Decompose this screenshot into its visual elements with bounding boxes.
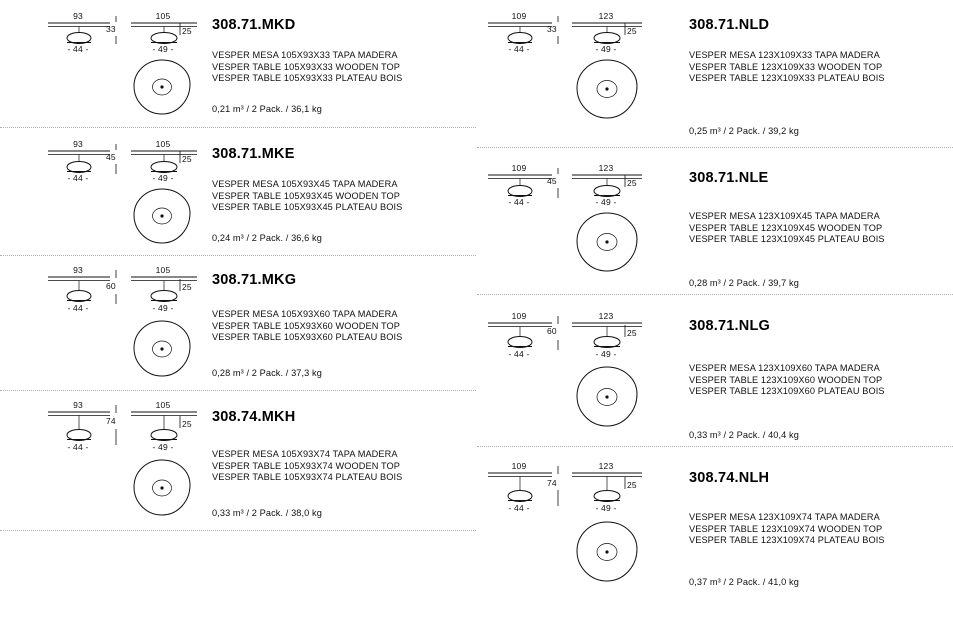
description-line: VESPER MESA 105X93X45 TAPA MADERA (212, 179, 398, 189)
description-line: VESPER TABLE 123X109X74 PLATEAU BOIS (689, 535, 885, 546)
dim-bottom-right: - 49 - (152, 303, 174, 313)
top-view-drawing (126, 57, 198, 119)
height-dim-line (113, 270, 119, 306)
dim-bottom-right: - 49 - (152, 44, 174, 54)
description-line: VESPER TABLE 105X93X60 PLATEAU BOIS (212, 332, 403, 343)
height-dim-line (113, 16, 119, 46)
product-code: 308.71.MKG (212, 272, 297, 288)
dim-thickness: 25 (627, 328, 637, 338)
description-line: VESPER MESA 123X109X33 TAPA MADERA (689, 50, 880, 60)
top-view-drawing (569, 519, 645, 587)
dim-bottom-left: - 44 - (508, 349, 530, 359)
top-view-drawing (126, 318, 198, 382)
product-entry (477, 148, 953, 295)
height-dim-line (555, 316, 561, 352)
product-code: 308.71.MKE (212, 146, 295, 162)
product-entry (477, 295, 953, 447)
description-line: VESPER MESA 123X109X74 TAPA MADERA (689, 512, 880, 522)
technical-drawings (477, 148, 677, 294)
description-line: VESPER TABLE 123X109X60 PLATEAU BOIS (689, 386, 885, 397)
packaging-info: 0,21 m³ / 2 Pack. / 36,1 kg (212, 104, 322, 114)
description-line: VESPER TABLE 105X93X74 WOODEN TOP (212, 460, 400, 471)
dim-thickness: 25 (182, 154, 192, 164)
dim-top-right: 105 (155, 265, 171, 275)
description-line: VESPER TABLE 105X93X33 PLATEAU BOIS (212, 73, 403, 84)
description-line: VESPER TABLE 105X93X45 WOODEN TOP (212, 190, 400, 201)
description-line: VESPER TABLE 105X93X74 PLATEAU BOIS (212, 472, 403, 483)
technical-drawings (0, 256, 200, 390)
dim-thickness: 25 (627, 26, 637, 36)
description-line: VESPER TABLE 105X93X60 WOODEN TOP (212, 320, 400, 331)
description-line: VESPER TABLE 105X93X45 PLATEAU BOIS (212, 202, 403, 213)
description-line: VESPER TABLE 123X109X33 WOODEN TOP (689, 61, 883, 72)
product-entry (0, 128, 476, 256)
dim-thickness: 25 (182, 282, 192, 292)
product-description (689, 363, 885, 398)
description-line: VESPER TABLE 123X109X33 PLATEAU BOIS (689, 73, 885, 84)
description-line: VESPER TABLE 123X109X74 WOODEN TOP (689, 523, 883, 534)
dim-bottom-right: - 49 - (152, 173, 174, 183)
height-dim-line (555, 168, 561, 200)
dim-height: 45 (106, 152, 116, 162)
dim-bottom-left: - 44 - (508, 197, 530, 207)
top-view-drawing (569, 364, 645, 432)
dim-top-left: 93 (73, 400, 83, 410)
product-description (689, 211, 885, 246)
product-code: 308.71.NLD (689, 17, 770, 33)
product-description (212, 309, 402, 344)
height-dim-line (113, 405, 119, 447)
dim-height: 74 (106, 416, 116, 426)
top-view-drawing (126, 457, 198, 521)
thickness-dim-line (178, 22, 182, 36)
product-description (689, 512, 885, 547)
dim-top-left: 109 (511, 311, 527, 321)
technical-drawings (477, 0, 677, 147)
product-entry (477, 0, 953, 148)
packaging-info: 0,25 m³ / 2 Pack. / 39,2 kg (689, 126, 799, 136)
dim-top-right: 123 (598, 311, 614, 321)
product-code: 308.71.NLG (689, 318, 770, 334)
product-code: 308.74.MKH (212, 409, 296, 425)
product-entry (477, 447, 953, 607)
thickness-dim-line (178, 415, 182, 429)
product-entry (0, 256, 476, 391)
dim-bottom-right: - 49 - (152, 442, 174, 452)
dim-thickness: 25 (182, 419, 192, 429)
dim-top-right: 123 (598, 11, 614, 21)
description-line: VESPER TABLE 123X109X45 PLATEAU BOIS (689, 234, 885, 245)
thickness-dim-line (623, 174, 627, 188)
dim-thickness: 25 (182, 26, 192, 36)
dim-top-left: 109 (511, 11, 527, 21)
dim-bottom-right: - 49 - (595, 503, 617, 513)
packaging-info: 0,33 m³ / 2 Pack. / 40,4 kg (689, 430, 799, 440)
dim-top-right: 123 (598, 163, 614, 173)
packaging-info: 0,28 m³ / 2 Pack. / 37,3 kg (212, 368, 322, 378)
dim-height: 33 (106, 24, 116, 34)
dim-top-left: 93 (73, 139, 83, 149)
description-line: VESPER MESA 123X109X60 TAPA MADERA (689, 363, 880, 373)
thickness-dim-line (178, 278, 182, 292)
thickness-dim-line (623, 22, 627, 36)
top-view-drawing (569, 57, 645, 123)
packaging-info: 0,33 m³ / 2 Pack. / 38,0 kg (212, 508, 322, 518)
description-line: VESPER TABLE 123X109X60 WOODEN TOP (689, 374, 883, 385)
thickness-dim-line (623, 476, 627, 490)
description-line: VESPER TABLE 105X93X33 WOODEN TOP (212, 61, 400, 72)
product-code: 308.74.NLH (689, 470, 770, 486)
packaging-info: 0,28 m³ / 2 Pack. / 39,7 kg (689, 278, 799, 288)
technical-drawings (0, 0, 200, 127)
dim-bottom-left: - 44 - (508, 503, 530, 513)
dim-top-right: 105 (155, 139, 171, 149)
product-code: 308.71.NLE (689, 170, 769, 186)
dim-top-right: 105 (155, 11, 171, 21)
product-code: 308.71.MKD (212, 17, 296, 33)
dim-top-left: 109 (511, 461, 527, 471)
thickness-dim-line (178, 150, 182, 164)
product-entry (0, 0, 476, 128)
height-dim-line (113, 144, 119, 176)
dim-top-right: 123 (598, 461, 614, 471)
packaging-info: 0,24 m³ / 2 Pack. / 36,6 kg (212, 233, 322, 243)
dim-bottom-right: - 49 - (595, 197, 617, 207)
dim-height: 45 (547, 176, 557, 186)
right-column (477, 0, 953, 620)
dim-height: 74 (547, 478, 557, 488)
technical-drawings (477, 295, 677, 446)
description-line: VESPER MESA 105X93X60 TAPA MADERA (212, 309, 398, 319)
dim-top-right: 105 (155, 400, 171, 410)
description-line: VESPER MESA 105X93X33 TAPA MADERA (212, 50, 398, 60)
product-description (212, 449, 402, 484)
packaging-info: 0,37 m³ / 2 Pack. / 41,0 kg (689, 577, 799, 587)
dim-height: 33 (547, 24, 557, 34)
product-description (212, 179, 402, 214)
dim-top-left: 93 (73, 11, 83, 21)
technical-drawings (0, 128, 200, 255)
dim-bottom-right: - 49 - (595, 44, 617, 54)
dim-top-left: 109 (511, 163, 527, 173)
technical-drawings (477, 447, 677, 607)
height-dim-line (555, 16, 561, 46)
product-description (212, 50, 402, 85)
height-dim-line (555, 466, 561, 508)
product-description (689, 50, 885, 85)
dim-height: 60 (106, 281, 116, 291)
dim-bottom-left: - 44 - (508, 44, 530, 54)
dim-height: 60 (547, 326, 557, 336)
dim-thickness: 25 (627, 178, 637, 188)
thickness-dim-line (623, 324, 627, 338)
dim-bottom-right: - 49 - (595, 349, 617, 359)
dim-bottom-left: - 44 - (67, 442, 89, 452)
dim-thickness: 25 (627, 480, 637, 490)
description-line: VESPER TABLE 123X109X45 WOODEN TOP (689, 222, 883, 233)
description-line: VESPER MESA 105X93X74 TAPA MADERA (212, 449, 398, 459)
dim-bottom-left: - 44 - (67, 303, 89, 313)
dim-bottom-left: - 44 - (67, 173, 89, 183)
dim-top-left: 93 (73, 265, 83, 275)
technical-drawings (0, 391, 200, 530)
left-column (0, 0, 476, 620)
top-view-drawing (569, 210, 645, 276)
dim-bottom-left: - 44 - (67, 44, 89, 54)
description-line: VESPER MESA 123X109X45 TAPA MADERA (689, 211, 880, 221)
product-entry (0, 391, 476, 531)
top-view-drawing (126, 186, 198, 248)
